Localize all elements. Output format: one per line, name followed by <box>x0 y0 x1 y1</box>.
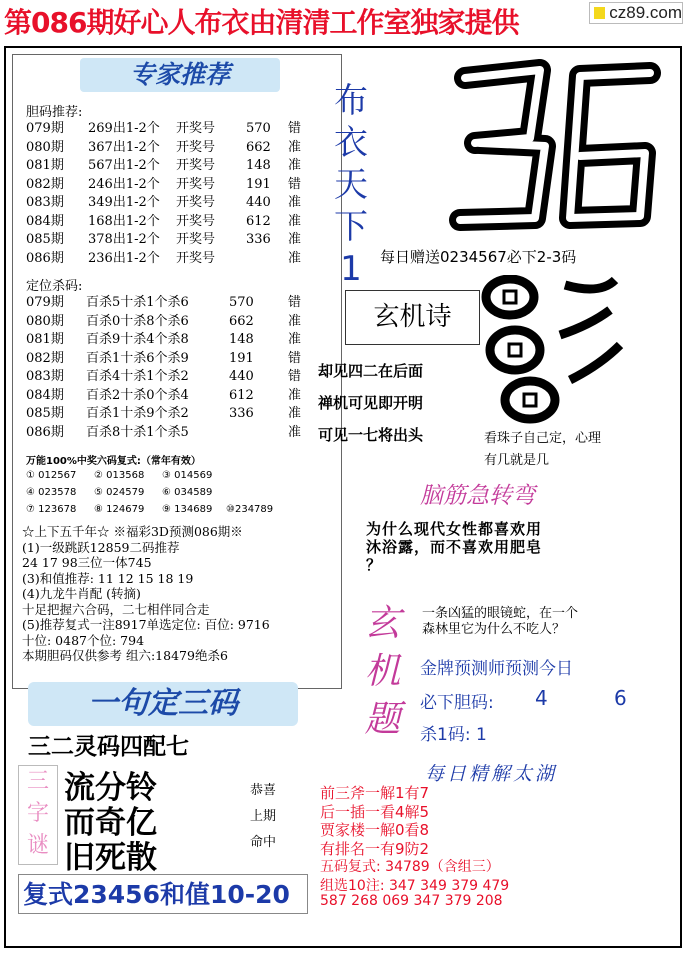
watermark-text: cz89.com <box>609 3 682 22</box>
dan-cell: 349出1-2个 <box>88 195 160 210</box>
zimi-lines <box>64 762 234 876</box>
kill-cell: 080期 <box>26 313 64 329</box>
pred-kill: 杀1码: 1 <box>420 725 487 745</box>
kill-cell: 079期 <box>26 295 64 310</box>
dan-row <box>26 139 326 157</box>
zimi-line: 旧死散 <box>64 840 157 876</box>
kill-cell: 错 <box>288 295 302 310</box>
poem-title: 玄机诗 <box>345 290 480 345</box>
dan-cell: 148 <box>246 158 271 173</box>
kill-row <box>26 405 326 423</box>
coin-caption: 看珠子自己定，心理 有几就是几 <box>484 431 602 468</box>
six-cell: ① 012567 <box>26 470 77 481</box>
vertical-char: 衣 <box>334 123 368 163</box>
kill-cell: 440 <box>229 369 254 384</box>
vertical-char: 1 <box>340 249 362 289</box>
six-table <box>26 470 326 530</box>
kill-cell: 082期 <box>26 350 64 366</box>
red-line: 五码复式: 34789（含组三） <box>320 859 500 875</box>
kill-cell: 612 <box>229 387 254 403</box>
dan-cell: 准 <box>288 139 302 155</box>
pred-dan-2: 6 <box>614 686 627 710</box>
kill-cell: 百杀4十杀1个杀2 <box>86 369 189 384</box>
red-line: 组选10注: 347 349 379 479 <box>320 877 510 894</box>
poem-line: 却见四二在后面 <box>318 362 424 380</box>
xjt-question: 一条凶猛的眼镜蛇，在一个 森林里它为什么不吃人？ <box>422 606 579 637</box>
zimi-line: 而奇亿 <box>64 805 157 841</box>
dan-row <box>26 157 326 175</box>
dan-cell: 083期 <box>26 195 64 210</box>
dan-cell: 440 <box>246 195 271 210</box>
dan-cell: 082期 <box>26 176 64 192</box>
red-tips <box>320 782 680 922</box>
dan-row <box>26 213 326 231</box>
dan-cell: 378出1-2个 <box>88 232 160 247</box>
kill-row <box>26 387 326 405</box>
dan-row <box>26 250 326 268</box>
kill-cell: 191 <box>229 350 254 366</box>
dan-cell: 开奖号 <box>176 195 216 210</box>
kill-row <box>26 313 326 331</box>
yiju-title: 一句定三码 <box>28 682 298 726</box>
dan-cell: 662 <box>246 139 271 155</box>
note-line: ☆上下五千年☆ ※福彩3D预测086期※ <box>22 524 243 539</box>
kill-cell: 百杀5十杀1个杀6 <box>86 295 189 310</box>
six-cell: ⑥ 034589 <box>162 487 213 498</box>
six-cell: ③ 014569 <box>162 470 213 481</box>
kill-row <box>26 294 326 312</box>
vertical-char: 下 <box>334 207 368 247</box>
kill-cell: 085期 <box>26 406 64 421</box>
kill-cell: 148 <box>229 332 254 347</box>
kill-cell: 百杀1十杀9个杀2 <box>86 406 189 421</box>
dan-cell: 081期 <box>26 158 64 173</box>
kill-table <box>26 294 326 444</box>
kill-cell: 570 <box>229 295 254 310</box>
note-line: 24 17 98三位一体745 <box>22 555 152 570</box>
six-heading: 万能100%中奖六码复式:（常年有效） <box>26 456 201 467</box>
six-cell: ⑧ 124679 <box>94 504 145 515</box>
dan-cell: 错 <box>288 176 302 192</box>
red-line: 前三斧一解1有7 <box>320 784 430 802</box>
pred-dan-1: 4 <box>535 686 548 710</box>
dan-row <box>26 176 326 194</box>
kill-cell: 准 <box>288 332 302 347</box>
kill-row <box>26 331 326 349</box>
dan-table <box>26 120 326 270</box>
dan-cell: 246出1-2个 <box>88 176 160 192</box>
kill-row <box>26 424 326 442</box>
poem-lines <box>318 360 478 470</box>
poem-line: 可见一七将出头 <box>318 426 424 444</box>
riddle-question: 为什么现代女性都喜欢用 沐浴露，而不喜欢用肥皂 ？ <box>366 520 543 574</box>
dan-cell: 准 <box>288 195 302 210</box>
kill-row <box>26 368 326 386</box>
page-title: 第086期好心人布衣由清清工作室独家提供 <box>4 6 519 39</box>
taihu-title: 每日精解太湖 <box>425 763 558 785</box>
kill-cell: 百杀9十杀4个杀8 <box>86 332 189 347</box>
bottom-banner: 复式23456和值10-20 <box>18 874 308 914</box>
dan-row <box>26 194 326 212</box>
dan-cell: 236出1-2个 <box>88 250 160 266</box>
vertical-char: 布 <box>334 81 368 121</box>
kill-cell: 662 <box>229 313 254 329</box>
kill-cell: 336 <box>229 406 254 421</box>
kill-cell: 百杀2十杀0个杀4 <box>86 387 189 403</box>
dan-heading: 胆码推荐: <box>26 105 83 120</box>
note-line: (1)一级跳跃12859二码推荐 <box>22 539 180 555</box>
dan-cell: 错 <box>288 121 302 136</box>
red-line: 有排名一有9防2 <box>320 839 430 858</box>
six-cell: ② 013568 <box>94 470 145 481</box>
red-line: 贾家楼一解0看8 <box>320 821 430 839</box>
zimi-label <box>18 765 58 865</box>
dan-cell: 准 <box>288 250 302 266</box>
big-number-36 <box>435 48 675 243</box>
kill-cell: 081期 <box>26 332 64 347</box>
kill-cell: 083期 <box>26 369 64 384</box>
dan-cell: 269出1-2个 <box>88 121 160 136</box>
six-cell: ⑨ 134689 <box>162 504 213 515</box>
dan-cell: 567出1-2个 <box>88 158 160 173</box>
dan-row <box>26 231 326 249</box>
xjt-char: 机 <box>364 651 401 692</box>
dan-cell: 开奖号 <box>176 139 216 155</box>
dan-cell: 079期 <box>26 121 64 136</box>
dan-cell: 准 <box>288 213 302 229</box>
dan-cell: 开奖号 <box>176 121 216 136</box>
dan-cell: 准 <box>288 158 302 173</box>
kill-cell: 百杀0十杀8个杀6 <box>86 313 189 329</box>
note-line: 本期胆码仅供参考 组六:18479绝杀6 <box>22 648 228 663</box>
dan-cell: 准 <box>288 232 302 247</box>
dan-cell: 开奖号 <box>176 176 216 192</box>
dan-cell: 084期 <box>26 213 64 229</box>
red-line: 587 268 069 347 379 208 <box>320 893 503 909</box>
zimi-line: 流分铃 <box>64 770 157 806</box>
xjt-char: 玄 <box>364 603 401 644</box>
dan-cell: 612 <box>246 213 271 229</box>
congrats: 恭喜 上期 命中 <box>250 783 277 850</box>
zimi-label-char: 字 <box>26 801 49 826</box>
dan-cell: 085期 <box>26 232 64 247</box>
vertical-char: 天 <box>334 165 368 205</box>
riddle-title: 脑筋急转弯 <box>420 483 535 509</box>
kill-cell: 准 <box>288 313 302 329</box>
kill-cell: 百杀8十杀1个杀5 <box>86 424 189 440</box>
kill-cell: 准 <box>288 406 302 421</box>
dan-cell: 336 <box>246 232 271 247</box>
note-line: (3)和值推荐: 11 12 15 18 19 <box>22 570 194 586</box>
pred-title: 金牌预测师预测今日 <box>420 659 573 679</box>
kill-cell: 086期 <box>26 424 64 440</box>
yiju-line: 三二灵码四配七 <box>28 734 189 760</box>
poem-line: 禅机可见即开明 <box>318 394 424 412</box>
daily-gift: 每日赠送0234567必下2-3码 <box>380 248 577 266</box>
zimi-label-char: 三 <box>26 769 49 794</box>
dan-row <box>26 120 326 138</box>
kill-cell: 准 <box>288 387 302 403</box>
zimi-label-char: 谜 <box>26 833 49 858</box>
kill-cell: 准 <box>288 424 302 440</box>
kill-cell: 百杀1十杀6个杀9 <box>86 350 189 366</box>
dan-cell: 570 <box>246 121 271 136</box>
six-cell: ⑩234789 <box>226 504 274 515</box>
dan-cell: 168出1-2个 <box>88 213 160 229</box>
note-line: (5)推荐复式一注8917单选定位: 百位: 9716 <box>22 617 270 632</box>
dan-cell: 191 <box>246 176 271 192</box>
dan-cell: 367出1-2个 <box>88 139 160 155</box>
kill-cell: 错 <box>288 369 302 384</box>
six-cell: ⑦ 123678 <box>26 504 77 515</box>
logo-square-icon <box>594 7 605 19</box>
expert-ribbon: 专家推荐 <box>80 58 280 92</box>
dan-cell: 开奖号 <box>176 213 216 229</box>
red-line: 后一插一看4解5 <box>320 802 430 821</box>
dan-cell: 开奖号 <box>176 250 216 266</box>
six-cell: ⑤ 024579 <box>94 487 145 498</box>
dan-cell: 开奖号 <box>176 232 216 247</box>
kill-cell: 错 <box>288 350 302 366</box>
vertical-title <box>326 80 376 289</box>
coins-icon <box>480 275 630 425</box>
xjt-char: 题 <box>364 699 401 740</box>
kill-row <box>26 350 326 368</box>
note-line: (4)九龙牛肖配 (转摘) <box>22 586 141 601</box>
kill-heading: 定位杀码: <box>26 279 83 294</box>
note-line: 十足把握六合码，二七相伴同合走 <box>22 601 210 617</box>
xjt-title <box>355 600 410 755</box>
pred-dan-label: 必下胆码: <box>420 693 494 713</box>
dan-cell: 开奖号 <box>176 158 216 173</box>
site-watermark[interactable] <box>589 2 683 24</box>
note-line: 十位: 0487个位: 794 <box>22 632 145 648</box>
dan-cell: 086期 <box>26 250 64 266</box>
six-cell: ④ 023578 <box>26 487 77 498</box>
dan-cell: 080期 <box>26 139 64 155</box>
notes-block <box>22 524 342 674</box>
kill-cell: 084期 <box>26 387 64 403</box>
